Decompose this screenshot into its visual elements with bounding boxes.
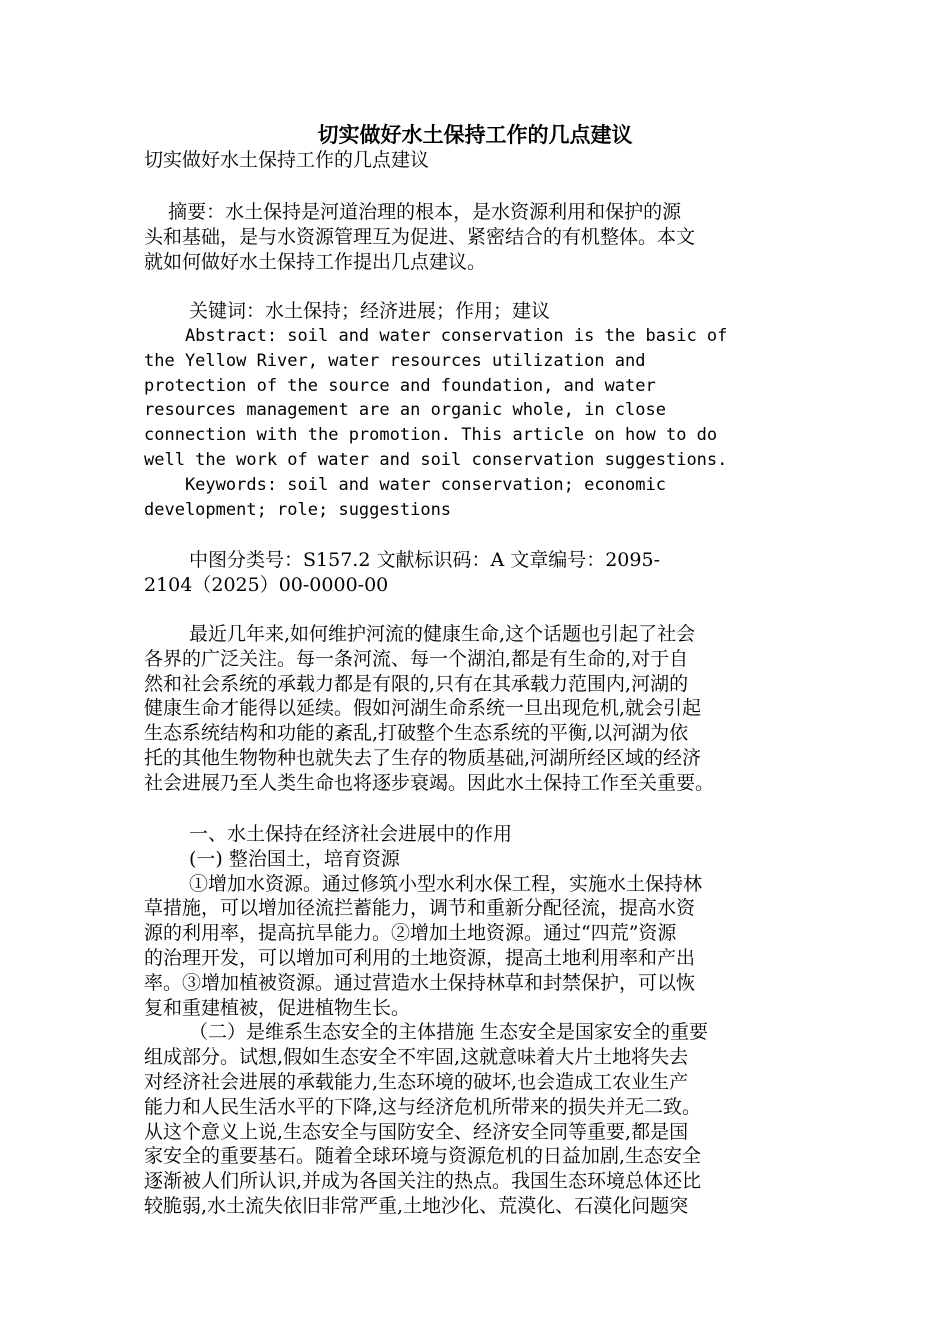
abstract-en-line: connection with the promotion. This article on how to do (144, 425, 718, 446)
section-heading: 一、水土保持在经济社会进展中的作用 (189, 823, 513, 845)
abstract-cn-line: 头和基础，是与水资源管理互为促进、紧密结合的有机整体。本文 (144, 225, 696, 248)
keywords-en-line: development; role; suggestions (144, 499, 452, 520)
abstract-cn-line: 就如何做好水土保持工作提出几点建议。 (144, 250, 487, 273)
classification-line: 中图分类号：S157.2 文献标识码：A 文章编号：2095- (189, 549, 660, 571)
abstract-en-line: the Yellow River, water resources utilization and (144, 350, 646, 371)
subsection-body-line: 率。③增加植被资源。通过营造水土保持林草和封禁保护，可以恢 (144, 971, 696, 994)
subsection-body-line: 草措施，可以增加径流拦蓄能力，调节和重新分配径流，提高水资 (144, 897, 696, 920)
subsection-heading: (一) 整治国土，培育资源 (189, 847, 400, 870)
document-title: 切实做好水土保持工作的几点建议 (317, 122, 633, 147)
classification-info (144, 548, 809, 598)
abstract-cn (144, 200, 809, 274)
abstract-en-line: well the work of water and soil conservation suggestions. (144, 449, 728, 470)
abstract-en-line: Abstract: soil and water conservation is the basic of (144, 326, 728, 346)
document-subtitle (144, 148, 809, 173)
subsection-2-line: 能力和人民生活水平的下降,这与经济危机所带来的损失并无二致。 (144, 1095, 702, 1118)
intro-line: 各界的广泛关注。每一条河流、每一个湖泊,都是有生命的,对于自 (144, 647, 689, 670)
subsection-2-line: 从这个意义上说,生态安全与国防安全、经济安全同等重要,都是国 (144, 1120, 689, 1143)
section-1 (144, 822, 809, 1219)
intro-line: 健康生命才能得以延续。假如河湖生命系统一旦出现危机,就会引起 (144, 697, 702, 720)
subtitle-line: 切实做好水土保持工作的几点建议 (144, 149, 430, 171)
subsection-2-line: 逐渐被人们所认识,并成为各国关注的热点。我国生态环境总体还比 (144, 1170, 702, 1193)
classification-line: 2104（2025）00-0000-00 (144, 573, 389, 596)
abstract-en (144, 324, 809, 522)
abstract-cn-line: 摘要：水土保持是河道治理的根本，是水资源利用和保护的源 (144, 201, 682, 223)
subsection-2-line: （二）是维系生态安全的主体措施 生态安全是国家安全的重要 (189, 1021, 709, 1044)
keywords-en-line: Keywords: soil and water conservation; economic (144, 474, 666, 495)
intro-paragraph (144, 622, 809, 796)
subsection-2-line: 对经济社会进展的承载能力,生态环境的破坏,也会造成工农业生产 (144, 1070, 689, 1093)
subsection-body-line: 源的利用率，提高抗旱能力。②增加土地资源。通过“四荒”资源 (144, 922, 677, 945)
keywords-cn (144, 299, 809, 324)
subsection-body-line: 复和重建植被，促进植物生长。 (144, 996, 411, 1019)
subsection-body-line: 的治理开发，可以增加可利用的土地资源，提高土地利用率和产出 (144, 946, 696, 969)
abstract-en-line: resources management are an organic whole, in close (144, 400, 666, 421)
subsection-2-line: 较脆弱,水土流失依旧非常严重,土地沙化、荒漠化、石漠化问题突 (144, 1194, 689, 1217)
keywords-cn-line: 关键词：水土保持；经济进展；作用；建议 (189, 300, 551, 322)
subsection-2-line: 家安全的重要基石。随着全球环境与资源危机的日益加剧,生态安全 (144, 1145, 702, 1168)
subsection-2-line: 组成部分。试想,假如生态安全不牢固,这就意味着大片土地将失去 (144, 1046, 689, 1069)
intro-line: 生态系统结构和功能的紊乱,打破整个生态系统的平衡,以河湖为依 (144, 722, 689, 745)
intro-line: 托的其他生物物种也就失去了生存的物质基础,河湖所经区域的经济 (144, 746, 702, 769)
intro-line: 最近几年来,如何维护河流的健康生命,这个话题也引起了社会 (189, 623, 696, 645)
abstract-en-line: protection of the source and foundation, and water (144, 375, 656, 396)
intro-line: 然和社会系统的承载力都是有限的,只有在其承载力范围内,河湖的 (144, 672, 689, 695)
intro-line: 社会进展乃至人类生命也将逐步衰竭。因此水土保持工作至关重要。 (144, 771, 715, 794)
subsection-body-line: ①增加水资源。通过修筑小型水利水保工程，实施水土保持林 (189, 872, 703, 895)
